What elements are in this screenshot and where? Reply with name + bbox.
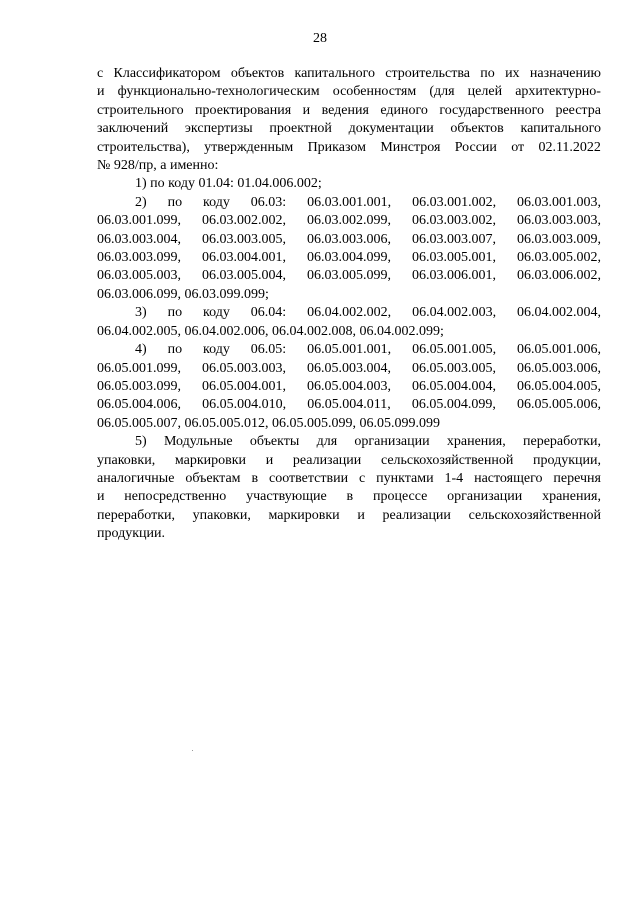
word: 06.03.002.002, (202, 213, 286, 229)
word: переработки, (97, 507, 175, 523)
intro-line (97, 83, 601, 101)
list-item-2 (97, 194, 601, 304)
word: 06.03.001.003, (517, 194, 601, 210)
word: переработки, (523, 434, 601, 450)
word: заключений (97, 121, 169, 137)
word: 06.05.004.010, (202, 397, 287, 413)
word: 06.05.004.006, (97, 397, 181, 413)
list-item-1: 1) по коду 01.04: 01.04.006.002; (135, 176, 322, 192)
word: сельскохозяйственной (380, 452, 514, 468)
word: документации (348, 121, 434, 137)
word: соответствии (268, 470, 349, 486)
word: 06.03.005.002, (517, 250, 601, 266)
word: 06.03: (250, 194, 287, 210)
list-item-5-line (97, 488, 601, 506)
word: 4) (135, 342, 147, 358)
word: коду (203, 342, 230, 358)
word: от (511, 139, 525, 155)
word: Минстроя (380, 139, 441, 155)
document-body (97, 65, 601, 544)
word: объектов (230, 66, 285, 81)
word: 06.05.004.005, (517, 378, 601, 394)
word: 06.03.005.001, (412, 250, 496, 266)
word: 02.11.2022 (538, 139, 601, 155)
word: упаковки, (97, 452, 156, 468)
word: 06.03.006.002, (517, 268, 601, 284)
intro-line: № 928/пр, а именно: (97, 158, 219, 174)
word: 06.03.005.099, (307, 268, 391, 284)
word: 06.05.003.004, (307, 360, 391, 376)
list-item-2-tail: 06.03.006.099, 06.03.099.099; (97, 286, 269, 302)
list-item-2-row (97, 231, 601, 249)
word: и (302, 102, 311, 118)
word: капитального (294, 66, 375, 81)
word: непосредственно (124, 489, 227, 505)
word: России (454, 139, 497, 155)
word: по (167, 194, 183, 210)
intro-line (97, 65, 601, 83)
word: Модульные (163, 434, 233, 450)
word: 06.05.003.003, (202, 360, 286, 376)
word: организации (354, 434, 430, 450)
word: ведения (321, 102, 369, 118)
word: 06.05.003.006, (517, 360, 601, 376)
list-item-4-row (97, 360, 601, 378)
word: 06.03.003.009, (517, 231, 601, 247)
word: хранения, (542, 489, 601, 505)
word: 06.03.006.001, (412, 268, 496, 284)
word: 06.03.003.099, (97, 250, 181, 266)
word: Приказом (307, 139, 367, 155)
intro-line (97, 120, 601, 138)
word: с (359, 470, 366, 486)
word: организации (447, 489, 523, 505)
word: экспертизы (184, 121, 253, 137)
word: объекты (249, 434, 300, 450)
list-item-2-row (97, 249, 601, 267)
word: сельскохозяйственной (468, 507, 601, 523)
list-item-3-lead (97, 304, 601, 322)
list-item-4-row (97, 396, 601, 414)
word: 06.05.001.005, (412, 342, 497, 358)
word: 06.05.001.099, (97, 360, 181, 376)
word: по (167, 305, 183, 321)
word: проектирования (195, 102, 292, 118)
word: в (251, 470, 259, 486)
word: аналогичные (97, 470, 175, 486)
word: государственного (439, 102, 544, 118)
list-item-3 (97, 304, 601, 341)
word: объектам (185, 470, 241, 486)
word: 06.05: (250, 342, 287, 358)
scan-speck (192, 750, 193, 751)
list-item-5-line (97, 507, 601, 525)
word: упаковки, (192, 507, 251, 523)
word: единого (380, 102, 428, 118)
word: 1-4 (444, 470, 464, 486)
word: 06.04: (250, 305, 287, 321)
word: строительного (97, 102, 184, 118)
word: хранения, (446, 434, 506, 450)
word: продукции, (533, 452, 601, 468)
word: 06.05.004.004, (412, 378, 496, 394)
word: (для (429, 84, 455, 100)
word: 06.03.003.002, (412, 213, 496, 229)
word: строительства (385, 66, 470, 81)
word: 06.05.001.006, (517, 342, 601, 358)
word: процессе (372, 489, 428, 505)
word: и (357, 507, 365, 523)
word: пунктами (376, 470, 434, 486)
word: коду (203, 305, 230, 321)
word: реализации (292, 452, 362, 468)
word: 06.04.002.002, (307, 305, 392, 321)
word: и (97, 84, 105, 100)
word: по (167, 342, 183, 358)
word: коду (203, 194, 230, 210)
word: Классификатором (113, 66, 221, 81)
word: настоящего (474, 470, 543, 486)
word: 06.03.001.099, (97, 213, 181, 229)
list-item-2-row (97, 212, 601, 230)
word: реестра (555, 102, 601, 118)
word: 5) (135, 434, 147, 450)
list-item-5-line (97, 452, 601, 470)
word: 06.03.003.007, (412, 231, 496, 247)
word: 06.04.002.004, (517, 305, 601, 321)
word: перечня (553, 470, 601, 486)
word: 2) (135, 194, 147, 210)
word: и (97, 489, 105, 505)
word: 06.03.003.004, (97, 231, 181, 247)
word: 06.05.004.099, (411, 397, 496, 413)
list-item-5 (97, 433, 601, 543)
word: 06.03.002.099, (307, 213, 391, 229)
list-item-2-row (97, 267, 601, 285)
word: 06.03.003.005, (202, 231, 286, 247)
word: реализации (382, 507, 451, 523)
word: 06.05.004.003, (307, 378, 391, 394)
word: архитектурно- (515, 84, 601, 100)
word: по (480, 66, 495, 81)
word: целей (467, 84, 503, 100)
word: функционально-технологическим (117, 84, 320, 100)
word: 06.03.005.003, (97, 268, 181, 284)
list-item-4 (97, 341, 601, 433)
list-item-3-tail: 06.04.002.005, 06.04.002.006, 06.04.002.008, 06.04.002.099; (97, 323, 444, 339)
word: 3) (135, 305, 147, 321)
word: 06.05.001.001, (307, 342, 392, 358)
word: особенностям (332, 84, 417, 100)
word: 06.05.005.006, (516, 397, 601, 413)
word: их (505, 66, 520, 81)
word: 06.05.003.099, (97, 378, 181, 394)
list-item-5-line (97, 470, 601, 488)
list-item-5-tail: продукции. (97, 526, 165, 542)
word: маркировки (174, 452, 247, 468)
intro-paragraph (97, 65, 601, 175)
word: капитального (520, 121, 601, 137)
word: назначению (529, 66, 601, 81)
word: объектов (450, 121, 504, 137)
word: утвержденным (204, 139, 294, 155)
word: 06.03.001.002, (412, 194, 497, 210)
word: для (316, 434, 338, 450)
word: маркировки (268, 507, 340, 523)
intro-line (97, 102, 601, 120)
word: с (97, 66, 104, 81)
word: и (265, 452, 274, 468)
word: 06.03.004.001, (202, 250, 286, 266)
word: 06.04.002.003, (412, 305, 497, 321)
word: 06.03.003.003, (517, 213, 601, 229)
word: 06.03.004.099, (307, 250, 391, 266)
list-item-4-tail: 06.05.005.007, 06.05.005.012, 06.05.005.099, 06.05.099.099 (97, 415, 440, 431)
word: 06.03.005.004, (202, 268, 286, 284)
word: 06.03.001.001, (307, 194, 392, 210)
list-item-4-lead (97, 341, 601, 359)
word: 06.05.004.011, (307, 397, 391, 413)
word: 06.05.004.001, (202, 378, 286, 394)
list-item-2-lead (97, 194, 601, 212)
list-item-5-line (97, 433, 601, 451)
word: в (346, 489, 354, 505)
word: строительства), (97, 139, 190, 155)
word: проектной (269, 121, 332, 137)
page-number: 28 (313, 31, 327, 46)
word: 06.05.003.005, (412, 360, 496, 376)
word: участвующие (246, 489, 327, 505)
intro-line (97, 139, 601, 157)
list-item-4-row (97, 378, 601, 396)
word: 06.03.003.006, (307, 231, 391, 247)
